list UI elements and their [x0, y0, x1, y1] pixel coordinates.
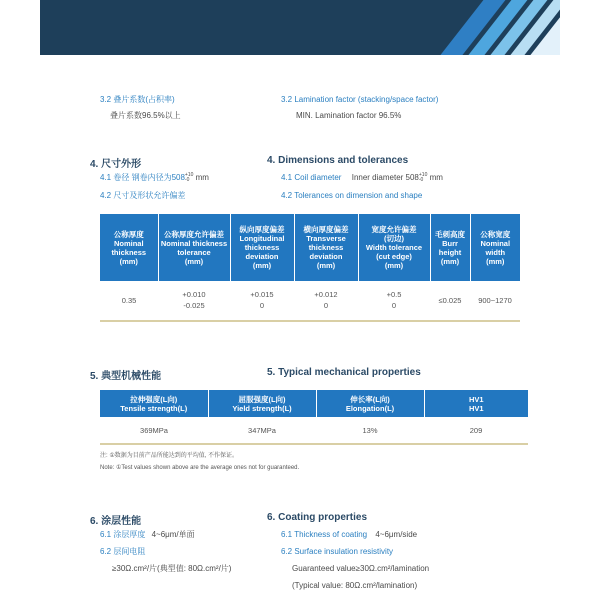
col-hv1: HV1 HV1	[424, 390, 528, 417]
table-cell: +0.010 -0.025	[182, 290, 206, 310]
dimensions-table	[100, 214, 520, 319]
header-banner	[40, 0, 560, 55]
table-cell: +0.012 0	[314, 290, 338, 310]
cn-dimensions-heading: 4. 尺寸外形	[90, 159, 142, 170]
cn-resistivity-value: ≥30Ω.cm²/片(典型值: 80Ω.cm²/片)	[112, 564, 232, 573]
note-cn: 注: ①数据为目前产品所能达到的平均值, 不作保证。	[100, 453, 239, 459]
en-tolerances-title: 4.2 Tolerances on dimension and shape	[281, 191, 423, 200]
en-lamination-text: MIN. Lamination factor 96.5%	[296, 111, 402, 120]
en-coil-diameter-value: Inner diameter 508	[351, 173, 419, 183]
col-longitudinal-deviation: 纵向厚度偏差 Longitudinal thickness deviation (mm)	[230, 214, 294, 281]
cn-coating-thickness-value: 4~6μm/单面	[151, 530, 195, 539]
col-elongation: 伸长率(L向) Elongation(L)	[316, 390, 424, 417]
en-dimensions-heading: 4. Dimensions and tolerances	[267, 155, 409, 166]
col-transverse-deviation: 横向厚度偏差 Transverse thickness deviation (mm)	[294, 214, 358, 281]
col-yield-strength: 屈服强度(L向) Yield strength(L)	[208, 390, 316, 417]
cn-resistivity-title: 6.2 层间电阻	[100, 547, 146, 556]
coil-tolerance: +10 -0	[184, 172, 194, 183]
en-resistivity-title: 6.2 Surface insulation resistivity	[281, 547, 394, 556]
mechanical-table-header	[100, 390, 528, 417]
col-tensile-strength: 拉伸强度(L向) Tensile strength(L)	[100, 390, 208, 417]
table-cell: ≤0.025	[438, 295, 462, 305]
table-cell: 209	[469, 425, 483, 435]
dimensions-table-header	[100, 214, 520, 281]
table-row	[100, 417, 528, 443]
cn-mechanical-heading: 5. 典型机械性能	[90, 371, 162, 382]
en-coil-diameter	[281, 173, 443, 183]
en-coating-thickness-value: 4~6μm/side	[375, 530, 418, 539]
cn-coil-diameter	[100, 173, 209, 183]
en-resistivity-typical: (Typical value: 80Ω.cm²/lamination)	[292, 581, 418, 590]
mechanical-table	[100, 390, 528, 443]
cn-lamination-text: 叠片系数96.5%以上	[110, 111, 181, 120]
en-coil-diameter-label: 4.1 Coil diameter	[281, 173, 342, 183]
en-coil-tolerance: +10 -0	[418, 172, 428, 183]
cn-coating-thickness	[100, 530, 195, 540]
col-burr-height: 毛刺高度 Burr height (mm)	[430, 214, 470, 281]
col-width-tolerance: 宽度允许偏差 (切边) Width tolerance (cut edge) (mm)	[358, 214, 430, 281]
cn-coil-unit: mm	[195, 173, 209, 183]
en-coating-heading: 6. Coating properties	[267, 512, 368, 523]
cn-coating-heading: 6. 涂层性能	[90, 516, 142, 527]
col-nominal-thickness: 公称厚度 Nominal thickness (mm)	[100, 214, 158, 281]
en-coil-unit: mm	[429, 173, 443, 183]
en-coating-thickness-label: 6.1 Thickness of coating	[281, 530, 368, 539]
table-cell: +0.015 0	[250, 290, 274, 310]
table-cell: 347MPa	[248, 425, 276, 435]
en-coating-thickness	[281, 530, 417, 540]
table-row	[100, 281, 520, 319]
table-cell: 369MPa	[140, 425, 168, 435]
note-en: Note: ①Test values shown above are the average ones not for guaranteed.	[100, 465, 300, 471]
table-cell: 13%	[362, 425, 378, 435]
table-cell: +0.5 0	[386, 290, 402, 310]
col-thickness-tolerance: 公称厚度允许偏差 Nominal thickness tolerance (mm)	[158, 214, 230, 281]
en-lamination-title: 3.2 Lamination factor (stacking/space factor)	[281, 95, 439, 104]
table-cell: 900~1270	[478, 295, 512, 305]
table-divider	[100, 320, 520, 322]
cn-lamination-title: 3.2 叠片系数(占积率)	[100, 95, 175, 104]
cn-tolerances-title: 4.2 尺寸及形状允许偏差	[100, 191, 186, 200]
cn-coating-thickness-label: 6.1 涂层厚度	[100, 530, 146, 539]
table-cell: 0.35	[121, 295, 137, 305]
table-divider	[100, 443, 528, 445]
cn-coil-diameter-text: 4.1 卷径 钢卷内径为508	[100, 173, 185, 183]
en-mechanical-heading: 5. Typical mechanical properties	[267, 367, 421, 378]
en-resistivity-guaranteed: Guaranteed value≥30Ω.cm²/lamination	[292, 564, 430, 573]
col-nominal-width: 公称宽度 Nominal width (mm)	[470, 214, 520, 281]
